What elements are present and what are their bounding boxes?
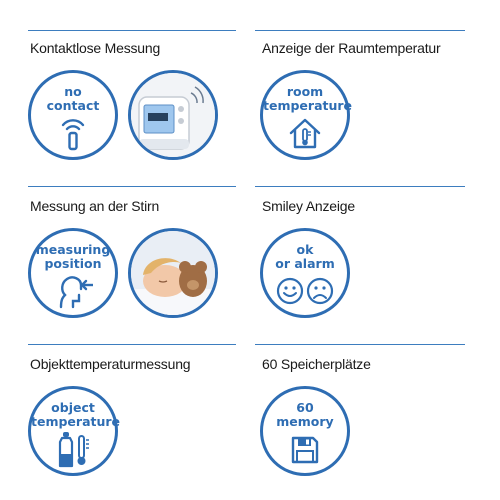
section-title-forehead: Messung an der Stirn (30, 198, 160, 214)
badge-line: temperature (31, 414, 121, 429)
section-divider (28, 30, 236, 31)
badge-line: contact (46, 98, 100, 113)
remote-signal-icon (53, 113, 93, 153)
badge-line: memory (276, 414, 334, 429)
section-divider (255, 30, 465, 31)
sad-face-icon (308, 279, 332, 303)
measuring-position-badge (28, 228, 118, 318)
badge-line: temperature (263, 98, 353, 113)
ok-or-alarm-badge (260, 228, 350, 318)
badge-line: ok (296, 242, 314, 257)
room-temperature-badge (260, 70, 353, 160)
thermometer-device-photo (128, 70, 218, 160)
section-divider (255, 344, 465, 345)
section-divider (28, 186, 236, 187)
badge-line: measuring (35, 242, 111, 257)
smiley-faces-icon (275, 276, 335, 306)
bottle-thermometer-icon (55, 430, 95, 470)
memory-badge (260, 386, 350, 476)
badge-line: or alarm (275, 256, 335, 271)
section-title-no-contact: Kontaktlose Messung (30, 40, 161, 56)
floppy-disk-icon (290, 435, 320, 465)
section-title-room-temperature: Anzeige der Raumtemperatur (262, 40, 441, 56)
badge-line: position (44, 256, 102, 271)
object-temperature-badge (28, 386, 121, 476)
badge-line: 60 (296, 400, 314, 415)
section-title-object-temperature: Objekttemperaturmessung (30, 356, 191, 372)
section-divider (28, 344, 236, 345)
badge-line: object (51, 400, 95, 415)
head-arrow-icon (51, 271, 95, 311)
house-thermometer-icon (285, 113, 325, 153)
badge-line: no (64, 84, 82, 99)
section-title-smiley: Smiley Anzeige (262, 198, 355, 214)
sleeping-child-icon (131, 231, 215, 315)
happy-face-icon (278, 279, 302, 303)
badge-line: room (286, 84, 324, 99)
no-contact-badge (28, 70, 118, 160)
section-title-memory: 60 Speicherplätze (262, 356, 371, 372)
thermometer-device-icon (131, 73, 215, 157)
section-divider (255, 186, 465, 187)
sleeping-child-photo (128, 228, 218, 318)
